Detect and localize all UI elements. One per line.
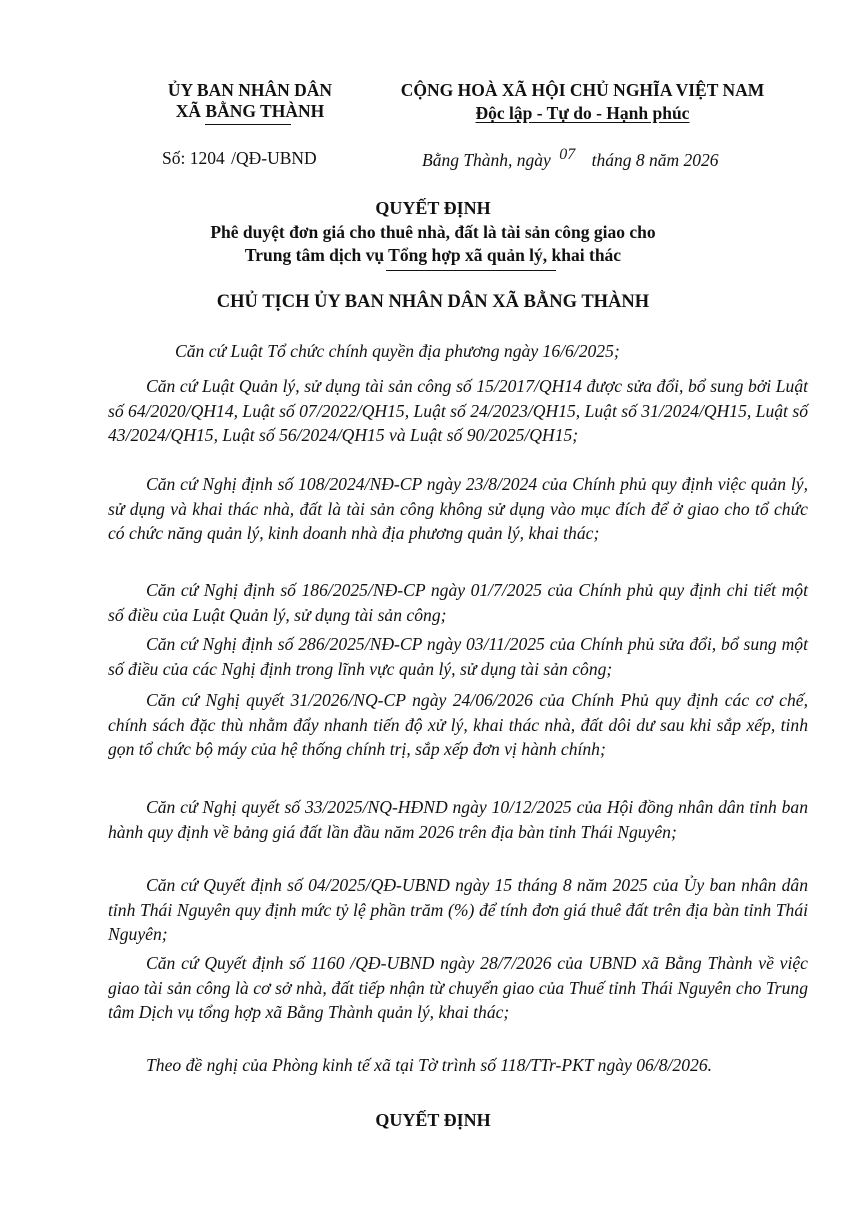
legal-basis-paragraph: Căn cứ Nghị định số 186/2025/NĐ-CP ngày 01/7/2025 của Chính phủ quy định chi tiết một số điều của Luật Quản lý, sử dụng tài sản công; — [108, 580, 808, 625]
subtitle-underline — [386, 270, 556, 271]
date-day-handwritten: 07 — [559, 146, 576, 163]
commune-name: XÃ BẰNG THÀNH — [175, 101, 325, 121]
legal-basis-paragraph: Căn cứ Luật Tổ chức chính quyền địa phương ngày 16/6/2025; — [175, 341, 620, 361]
legal-basis-paragraph: Căn cứ Luật Quản lý, sử dụng tài sản công số 15/2017/QH14 được sửa đổi, bổ sung bởi Luật số 64/2020/QH14, Luật số 07/2022/QH15, Luật số 24/2023/QH15, Luật số 31/2024/QH15, Luật số 43/2024/QH15, Luật số 56/2024/QH15 và Luật số 90/2025/QH15; — [108, 376, 808, 445]
legal-basis-paragraph: Căn cứ Nghị quyết số 33/2025/NQ-HĐND ngày 10/12/2025 của Hội đồng nhân dân tỉnh ban hành quy định về bảng giá đất lần đầu năm 2026 trên địa bàn tỉnh Thái Nguyên; — [108, 797, 808, 842]
document-number — [162, 148, 317, 169]
legal-basis-paragraph: Căn cứ Nghị quyết 31/2026/NQ-CP ngày 24/06/2026 của Chính Phủ quy định các cơ chế, chính sách đặc thù nhằm đẩy nhanh tiến độ xử lý, khai thác nhà, đất dôi dư sau khi sắp xếp, tinh gọn tổ chức bộ máy của hệ thống chính trị, sắp xếp đơn vị hành chính; — [108, 690, 808, 759]
proposal-paragraph: Theo đề nghị của Phòng kinh tế xã tại Tờ trình số 118/TTr-PKT ngày 06/8/2026. — [146, 1055, 713, 1075]
document-subtitle-line1: Phê duyệt đơn giá cho thuê nhà, đất là tài sản công giao cho — [210, 222, 656, 242]
header-left-underline — [205, 124, 291, 125]
agency-name: ỦY BAN NHÂN DÂN — [167, 80, 333, 100]
document-number-suffix: /QĐ-UBND — [231, 148, 317, 168]
legal-basis-paragraph: Căn cứ Nghị định số 108/2024/NĐ-CP ngày 23/8/2024 của Chính phủ quy định việc quản lý, sử dụng và khai thác nhà, đất là tài sản công không sử dụng vào mục đích để ở giao cho tổ chức có chức năng quản lý, kinh doanh nhà địa phương quản lý, khai thác; — [108, 474, 808, 543]
date-line — [422, 146, 719, 171]
document-number-prefix: Số: 1204 — [162, 148, 225, 168]
issuing-authority: CHỦ TỊCH ỦY BAN NHÂN DÂN XÃ BẰNG THÀNH — [216, 292, 650, 312]
document-subtitle-line2: Trung tâm dịch vụ Tổng hợp xã quản lý, khai thác — [244, 245, 622, 265]
national-motto: Độc lập - Tự do - Hạnh phúc — [475, 103, 690, 123]
legal-basis-paragraph: Căn cứ Nghị định số 286/2025/NĐ-CP ngày 03/11/2025 của Chính phủ sửa đổi, bổ sung một số điều của các Nghị định trong lĩnh vực quản lý, sử dụng tài sản công; — [108, 634, 808, 679]
legal-basis-paragraph: Căn cứ Quyết định số 04/2025/QĐ-UBND ngày 15 tháng 8 năm 2025 của Ủy ban nhân dân tỉnh Thái Nguyên quy định mức tỷ lệ phần trăm (%) để tính đơn giá thuê đất trên địa bàn tỉnh Thái Nguyên; — [108, 875, 808, 944]
national-title: CỘNG HOÀ XÃ HỘI CHỦ NGHĨA VIỆT NAM — [400, 80, 765, 100]
document-title: QUYẾT ĐỊNH — [375, 198, 491, 218]
date-place: Bằng Thành, ngày — [422, 150, 551, 170]
date-month-year: tháng 8 năm 2026 — [591, 150, 719, 170]
decision-heading: QUYẾT ĐỊNH — [375, 1110, 491, 1130]
legal-basis-paragraph: Căn cứ Quyết định số 1160 /QĐ-UBND ngày 28/7/2026 của UBND xã Bằng Thành về việc giao tài sản công là cơ sở nhà, đất tiếp nhận từ chuyển giao của Thuế tỉnh Thái Nguyên cho Trung tâm Dịch vụ tổng hợp xã Bằng Thành quản lý, khai thác; — [108, 953, 808, 1022]
